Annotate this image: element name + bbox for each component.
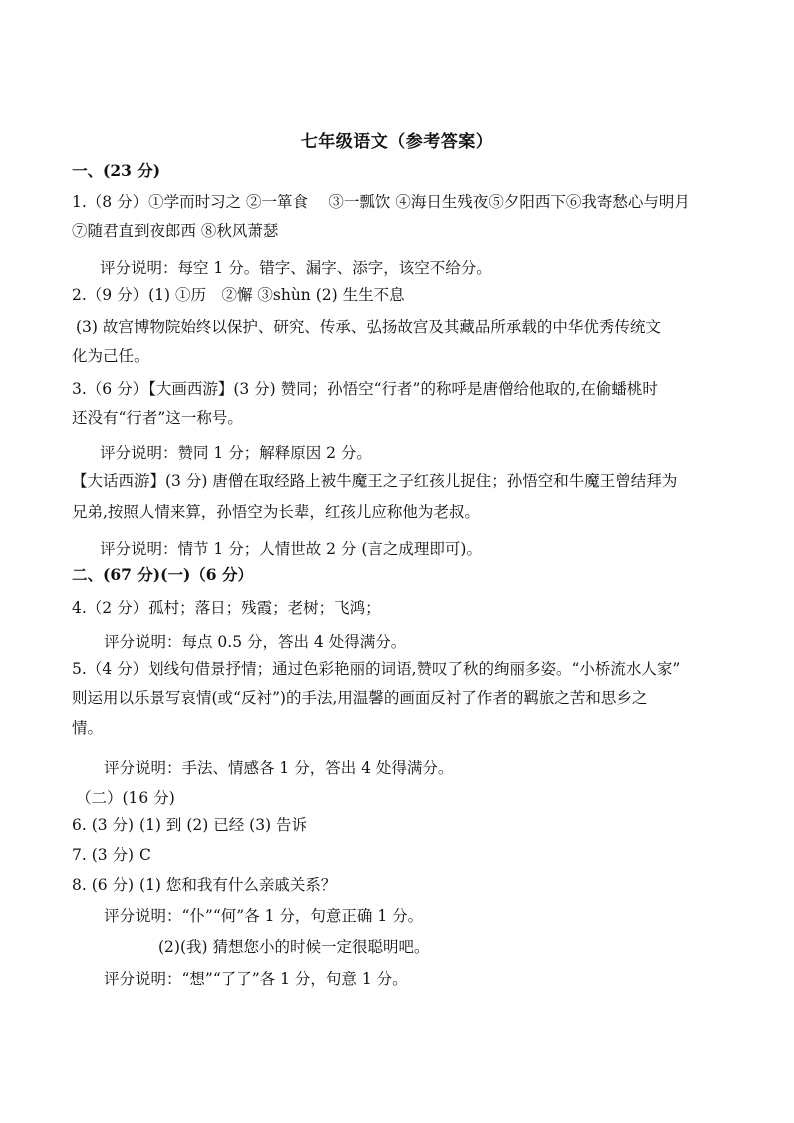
scoring-note-q8b: 评分说明：“想”“了了”各 1 分，句意 1 分。 <box>104 970 408 988</box>
answer-line-q7: 7. (3 分) C <box>72 846 151 864</box>
answer-line-q1: 1.（8 分）①学而时习之 ②一箪食 ③一瓢饮 ④海日生残夜⑤夕阳西下⑥我寄愁心与明月 <box>72 193 690 211</box>
scoring-note-q1: 评分说明：每空 1 分。错字、漏字、添字，该空不给分。 <box>100 259 492 277</box>
answer-line-q3: 3.（6 分）【大画西游】(3 分) 赞同；孙悟空“行者”的称呼是唐僧给他取的,在偷蟠桃时 <box>72 380 658 398</box>
subsection-2-heading: （二）(16 分) <box>76 789 175 807</box>
scoring-note-q3a: 评分说明：赞同 1 分；解释原因 2 分。 <box>100 444 372 462</box>
answer-line-q3-b-cont: 兄弟,按照人情来算，孙悟空为长辈，红孩儿应称他为老叔。 <box>72 503 480 521</box>
answer-line-q5: 5.（4 分）划线句借景抒情；通过色彩艳丽的词语,赞叹了秋的绚丽多姿。“小桥流水人家” <box>72 660 681 678</box>
answer-line-q6: 6. (3 分) (1) 到 (2) 已经 (3) 告诉 <box>72 816 308 834</box>
section-2-heading: 二、(67 分)(一)（6 分） <box>72 565 253 584</box>
scoring-note-q3b: 评分说明：情节 1 分；人情世故 2 分 (言之成理即可)。 <box>100 540 482 558</box>
answer-line-q4: 4.（2 分）孤村；落日；残霞；老树；飞鸿； <box>72 599 381 617</box>
answer-line-q5-cont: 则运用以乐景写哀情(或“反衬”)的手法,用温馨的画面反衬了作者的羁旅之苦和思乡之 <box>72 689 648 707</box>
answer-line-q2-part3-cont: 化为己任。 <box>72 347 150 365</box>
section-1-heading: 一、(23 分) <box>72 161 161 180</box>
answer-line-q3-b: 【大话西游】(3 分) 唐僧在取经路上被牛魔王之子红孩儿捉住；孙悟空和牛魔王曾结拜为 <box>72 472 678 490</box>
answer-line-q2: 2.（9 分）(1) ①历 ②懈 ③shùn (2) 生生不息 <box>72 286 405 304</box>
page-title: 七年级语文（参考答案） <box>300 132 494 152</box>
scoring-note-q5: 评分说明：手法、情感各 1 分，答出 4 处得满分。 <box>104 759 454 777</box>
answer-line-q1-cont: ⑦随君直到夜郎西 ⑧秋风萧瑟 <box>72 222 279 240</box>
scoring-note-q8a: 评分说明：“仆”“何”各 1 分，句意正确 1 分。 <box>104 907 424 925</box>
answer-line-q5-cont2: 情。 <box>72 719 104 737</box>
answer-line-q3-cont: 还没有“行者”这一称号。 <box>72 409 243 427</box>
answer-line-q8-part2: (2)(我) 猜想您小的时候一定很聪明吧。 <box>158 938 430 956</box>
scoring-note-q4: 评分说明：每点 0.5 分，答出 4 处得满分。 <box>104 633 407 651</box>
answer-line-q2-part3: (3) 故宫博物院始终以保护、研究、传承、弘扬故宫及其藏品所承载的中华优秀传统文 <box>76 318 661 336</box>
answer-line-q8: 8. (6 分) (1) 您和我有什么亲戚关系？ <box>72 876 337 894</box>
